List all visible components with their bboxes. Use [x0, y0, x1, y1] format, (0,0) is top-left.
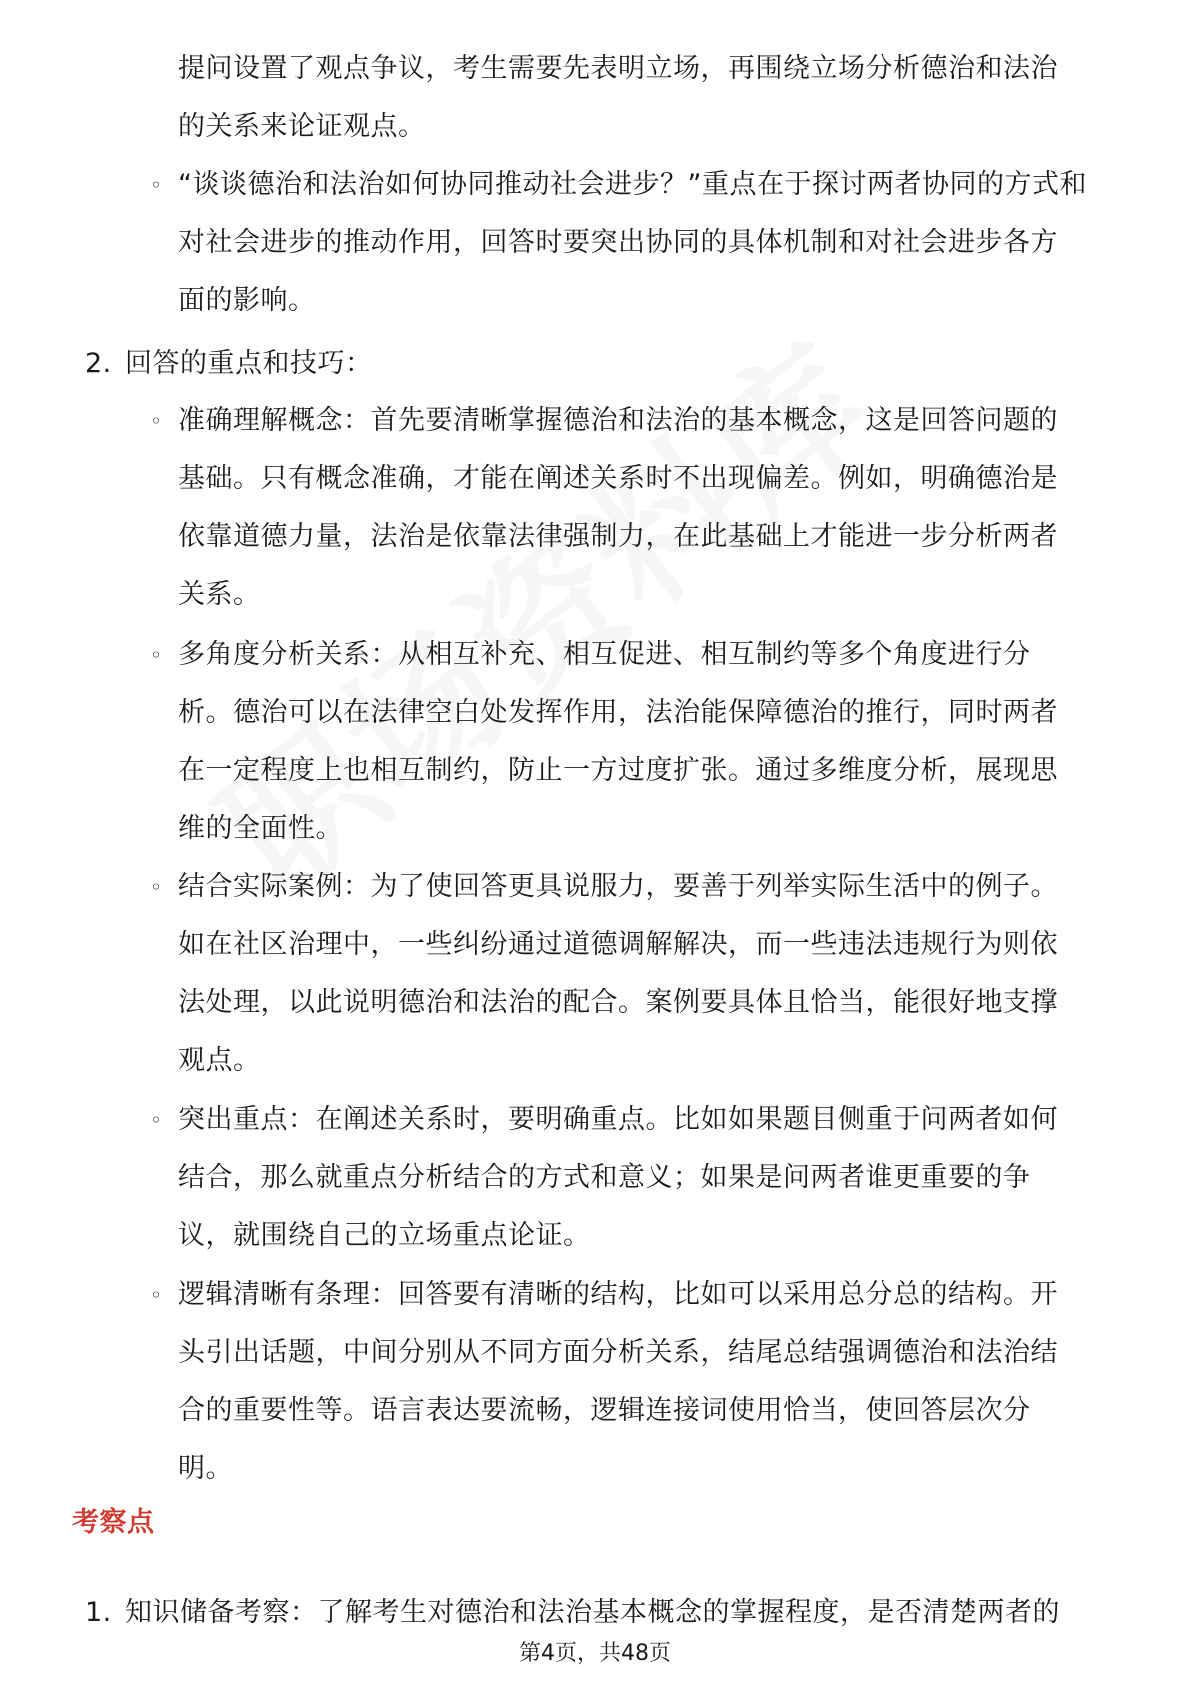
- text-line: 面的影响。: [178, 285, 316, 316]
- section-heading: 考察点: [72, 1507, 155, 1538]
- text-line: 议，就围绕自己的立场重点论证。: [178, 1220, 591, 1251]
- item-label: 回答的重点和技巧：: [125, 348, 373, 379]
- text-line: “谈谈德治和法治如何协同推动社会进步？”重点在于探讨两者协同的方式和: [178, 169, 1087, 200]
- hollow-bullet-icon: ◦: [150, 173, 163, 197]
- text-line: 明。: [178, 1453, 233, 1484]
- page-number-footer: 第4页，共48页: [519, 1641, 671, 1666]
- hollow-bullet-icon: ◦: [150, 643, 163, 667]
- text-line: 如在社区治理中，一些纠纷通过道德调解解决，而一些违法违规行为则依: [178, 929, 1058, 960]
- text-line: 结合实际案例：为了使回答更具说服力，要善于列举实际生活中的例子。: [178, 871, 1058, 902]
- text-line: 头引出话题，中间分别从不同方面分析关系，结尾总结强调德治和法治结: [178, 1337, 1058, 1368]
- text-line: 依靠道德力量，法治是依靠法律强制力，在此基础上才能进一步分析两者: [178, 521, 1058, 552]
- hollow-bullet-icon: ◦: [150, 1283, 163, 1307]
- text-line: 关系。: [178, 579, 261, 610]
- text-line: 基础。只有概念准确，才能在阐述关系时不出现偏差。例如，明确德治是: [178, 463, 1058, 494]
- text-line: 析。德治可以在法律空白处发挥作用，法治能保障德治的推行，同时两者: [178, 697, 1058, 728]
- bullet-item: [150, 156, 1087, 330]
- text-line: 提问设置了观点争议，考生需要先表明立场，再围绕立场分析德治和法治: [178, 53, 1058, 84]
- text-line: 观点。: [178, 1045, 261, 1076]
- text-line: 对社会进步的推动作用，回答时要突出协同的具体机制和对社会进步各方: [178, 227, 1058, 258]
- text-line: 逻辑清晰有条理：回答要有清晰的结构，比如可以采用总分总的结构。开: [178, 1279, 1058, 1310]
- hollow-bullet-icon: ◦: [150, 409, 163, 433]
- text-line: 准确理解概念：首先要清晰掌握德治和法治的基本概念，这是回答问题的: [178, 405, 1058, 436]
- bullet-item: [150, 858, 1058, 1090]
- numbered-item: [85, 335, 373, 393]
- text-line: 突出重点：在阐述关系时，要明确重点。比如如果题目侧重于问两者如何: [178, 1104, 1058, 1135]
- text-line: 维的全面性。: [178, 813, 343, 844]
- bullet-item: [150, 1091, 1058, 1265]
- text-line: 结合，那么就重点分析结合的方式和意义；如果是问两者谁更重要的争: [178, 1162, 1031, 1193]
- numbered-item: [85, 1584, 1060, 1642]
- text-line: 法处理，以此说明德治和法治的配合。案例要具体且恰当，能很好地支撑: [178, 987, 1058, 1018]
- text-line: 合的重要性等。语言表达要流畅，逻辑连接词使用恰当，使回答层次分: [178, 1395, 1031, 1426]
- item-number: 2.: [85, 348, 112, 379]
- item-number: 1.: [85, 1597, 112, 1628]
- item-label: 知识储备考察：了解考生对德治和法治基本概念的掌握程度，是否清楚两者的: [125, 1597, 1060, 1628]
- text-line: 多角度分析关系：从相互补充、相互促进、相互制约等多个角度进行分: [178, 639, 1031, 670]
- hollow-bullet-icon: ◦: [150, 875, 163, 899]
- text-line: 的关系来论证观点。: [178, 111, 426, 142]
- bullet-item: [150, 392, 1058, 624]
- bullet-item: [150, 626, 1058, 858]
- bullet-item: [150, 1266, 1058, 1498]
- text-line: 在一定程度上也相互制约，防止一方过度扩张。通过多维度分析，展现思: [178, 755, 1058, 786]
- continuation-paragraph: [178, 40, 1058, 156]
- hollow-bullet-icon: ◦: [150, 1108, 163, 1132]
